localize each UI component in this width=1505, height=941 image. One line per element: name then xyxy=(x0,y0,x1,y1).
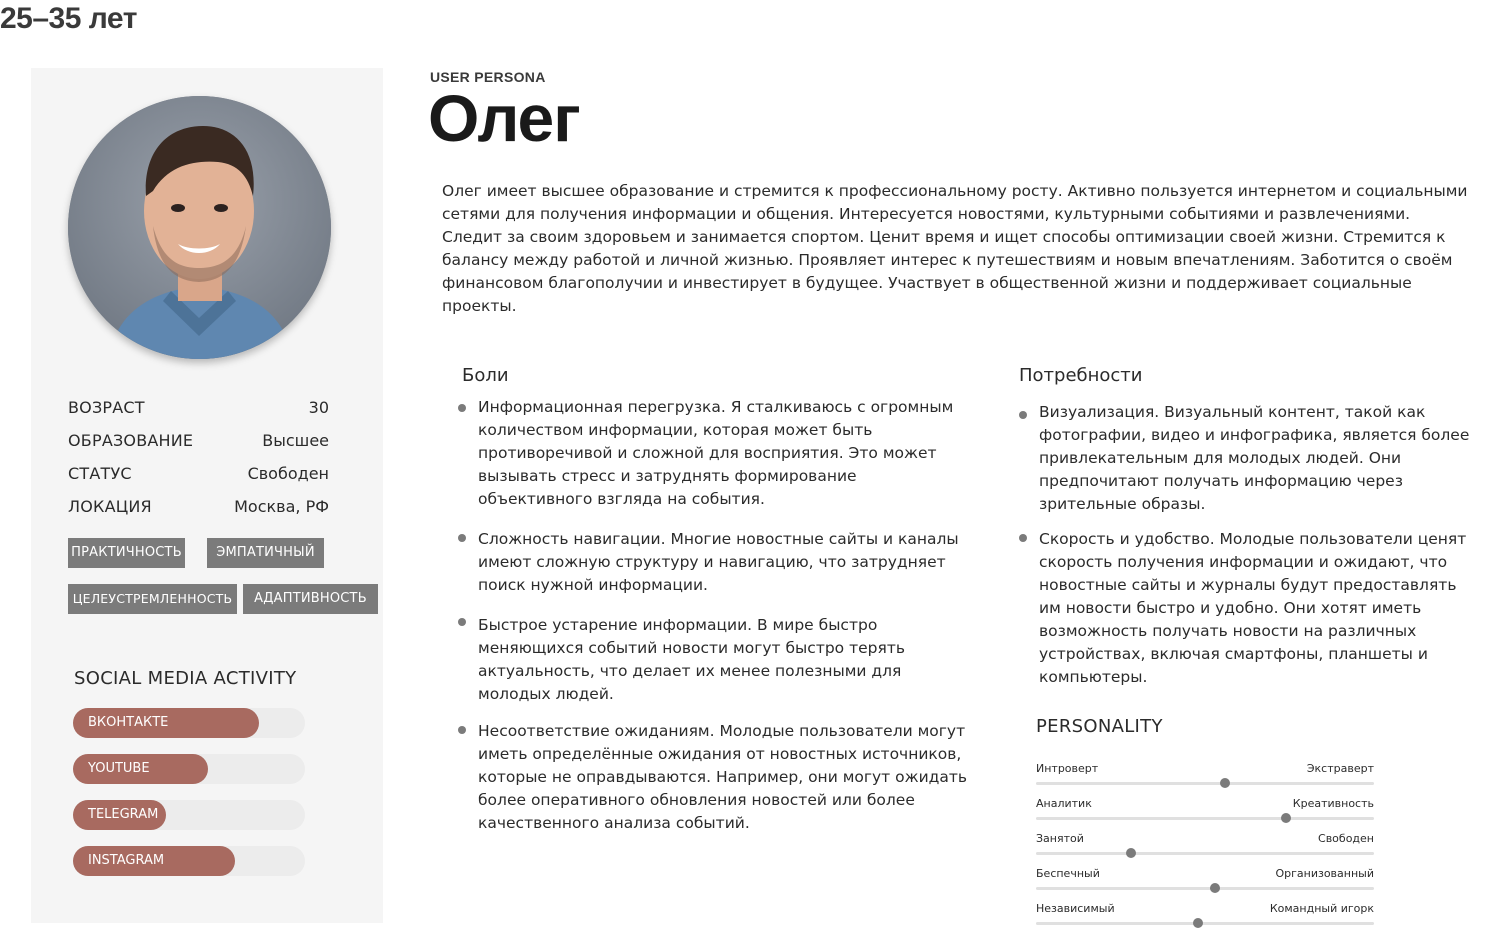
slider-left-label: Аналитик xyxy=(1036,797,1092,810)
bullet-icon xyxy=(458,726,466,734)
trait-tag: ПРАКТИЧНОСТЬ xyxy=(68,538,185,568)
slider-track xyxy=(1036,852,1374,855)
slider-left-label: Занятой xyxy=(1036,832,1084,845)
personality-slider xyxy=(1036,832,1374,862)
info-row-education xyxy=(68,431,329,453)
personality-title: PERSONALITY xyxy=(1036,716,1163,737)
age-range-title: 25–35 лет xyxy=(0,2,137,35)
slider-left-label: Независимый xyxy=(1036,902,1115,915)
slider-knob xyxy=(1210,883,1220,893)
slider-track xyxy=(1036,922,1374,925)
pain-item: Несоответствие ожиданиям. Молодые пользователи могут иметь определённые ожидания от новостных источников, которые не оправдываются. Например, они могут ожидать более оперативного обновления новостей или более качественного анализа событий. xyxy=(478,722,968,832)
slider-knob xyxy=(1281,813,1291,823)
personality-slider xyxy=(1036,867,1374,897)
info-row-age xyxy=(68,398,329,420)
bullet-icon xyxy=(458,618,466,626)
pain-item: Быстрое устарение информации. В мире быстро меняющихся событий новости могут быстро терять актуальность, что делает их менее полезными для молодых людей. xyxy=(478,616,905,703)
info-label: ВОЗРАСТ xyxy=(68,398,145,417)
bullet-icon xyxy=(458,404,466,412)
trait-tag: АДАПТИВНОСТЬ xyxy=(243,584,378,614)
need-item: Скорость и удобство. Молодые пользователи ценят скорость получения информации и ожидают, что новостные сайты и журналы будут предоставлять им новости быстро и удобно. Они хотят иметь возможность получать новости на различных устройствах, включая смартфоны, планшеты и компьютеры. xyxy=(1039,530,1467,686)
pain-item: Сложность навигации. Многие новостные сайты и каналы имеют сложную структуру и навигацию, что затрудняет поиск нужной информации. xyxy=(478,530,959,594)
social-bar-telegram xyxy=(73,800,305,830)
slider-track xyxy=(1036,887,1374,890)
persona-label: USER PERSONA xyxy=(430,69,546,85)
info-row-location xyxy=(68,497,329,519)
slider-knob xyxy=(1220,778,1230,788)
social-bar-vk xyxy=(73,708,305,738)
needs-title: Потребности xyxy=(1019,365,1143,386)
info-label: ОБРАЗОВАНИЕ xyxy=(68,431,194,450)
slider-right-label: Организованный xyxy=(1275,867,1374,880)
slider-track xyxy=(1036,782,1374,785)
slider-right-label: Свободен xyxy=(1318,832,1374,845)
bullet-icon xyxy=(1019,534,1027,542)
social-bar-label: YOUTUBE xyxy=(88,761,150,776)
info-row-status xyxy=(68,464,329,486)
personality-slider xyxy=(1036,762,1374,792)
persona-name: Олег xyxy=(428,81,580,155)
slider-right-label: Экстраверт xyxy=(1306,762,1374,775)
personality-slider xyxy=(1036,797,1374,827)
pain-item: Информационная перегрузка. Я сталкиваюсь с огромным количеством информации, которая может быть противоречивой и сложной для восприятия. Это может вызывать стресс и затруднять формирование объективного взгляда на события. xyxy=(478,398,954,508)
slider-track xyxy=(1036,817,1374,820)
personality-slider xyxy=(1036,902,1374,932)
profile-sidebar xyxy=(31,68,383,923)
slider-left-label: Беспечный xyxy=(1036,867,1100,880)
social-bar-label: TELEGRAM xyxy=(88,807,159,822)
social-bar-instagram xyxy=(73,846,305,876)
info-label: СТАТУС xyxy=(68,464,132,483)
bullet-icon xyxy=(1019,411,1027,419)
need-item: Визуализация. Визуальный контент, такой как фотографии, видео и инфографика, является более привлекательным для молодых людей. Они предпочитают получать информацию через зрительные образы. xyxy=(1039,403,1470,513)
trait-tag: ЭМПАТИЧНЫЙ xyxy=(207,538,324,568)
bullet-icon xyxy=(458,534,466,542)
slider-knob xyxy=(1126,848,1136,858)
info-label: ЛОКАЦИЯ xyxy=(68,497,152,516)
slider-left-label: Интроверт xyxy=(1036,762,1099,775)
slider-knob xyxy=(1193,918,1203,928)
trait-tag: ЦЕЛЕУСТРЕМЛЕННОСТЬ xyxy=(68,584,237,614)
info-value: Высшее xyxy=(262,431,329,450)
info-value: 30 xyxy=(308,398,329,417)
info-value: Свободен xyxy=(247,464,329,483)
social-media-title: SOCIAL MEDIA ACTIVITY xyxy=(74,668,297,689)
slider-right-label: Креативность xyxy=(1292,797,1374,810)
slider-right-label: Командный игорк xyxy=(1269,902,1374,915)
social-bar-youtube xyxy=(73,754,305,784)
social-bar-label: ВКОНТАКТЕ xyxy=(88,715,169,730)
pains-title: Боли xyxy=(462,365,509,386)
social-bar-label: INSTAGRAM xyxy=(88,853,165,868)
avatar xyxy=(68,96,331,359)
persona-bio: Олег имеет высшее образование и стремится к профессиональному росту. Активно пользуется интернетом и социальными сетями для получения информации и общения. Интересуется новостями, культурными событиями и развлечениями. Следит за своим здоровьем и занимается спортом. Ценит время и ищет способы оптимизации своей жизни. Стремится к балансу между работой и личной жизнью. Проявляет интерес к путешествиям и новым впечатлениям. Заботится о своём финансовом благополучии и инвестирует в будущее. Участвует в общественной жизни и поддерживает социальные проекты. xyxy=(442,182,1468,315)
info-value: Москва, РФ xyxy=(234,497,329,516)
